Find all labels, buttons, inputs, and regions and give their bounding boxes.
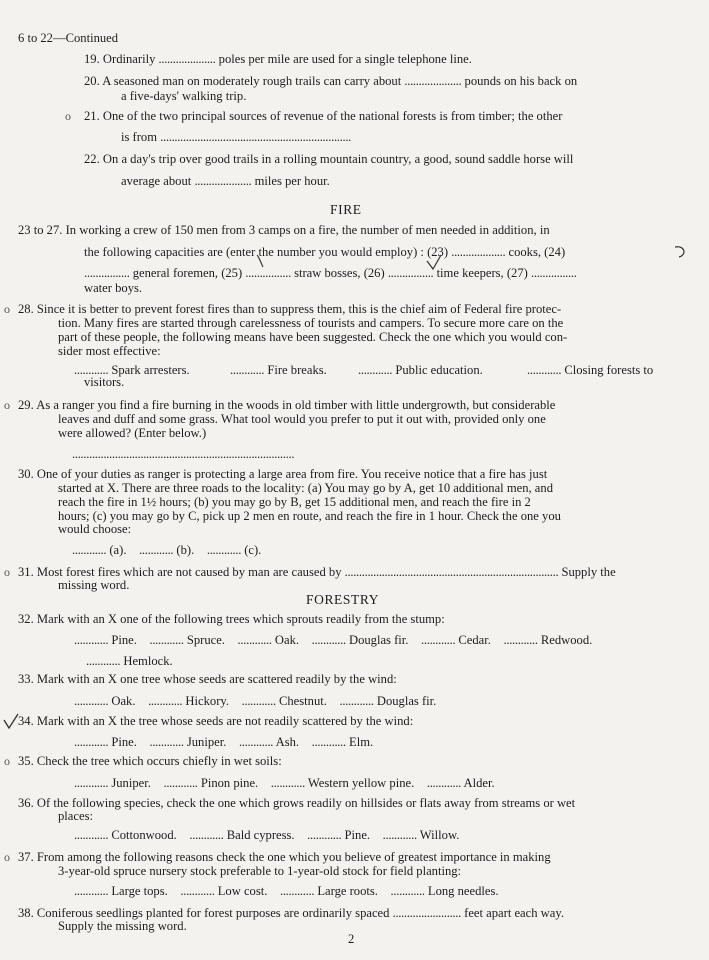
q33-option-oak: Oak. (111, 694, 136, 708)
q28-number: 28. (18, 302, 34, 316)
q37-option-low-cost: Low cost. (217, 884, 268, 898)
q32-blank-5[interactable]: ............ (421, 633, 456, 647)
q28-option-4-cont: visitors. (84, 375, 125, 389)
q30-blank-a[interactable]: ............ (72, 543, 107, 557)
q24-answer-blank[interactable]: ................ (84, 266, 130, 280)
q27-answer-blank[interactable]: ................ (531, 266, 577, 280)
q38-number: 38. (18, 906, 34, 920)
q34-option-elm: Elm. (349, 735, 374, 749)
q31-answer-blank[interactable]: ........................................................................... (344, 565, 559, 579)
question-32 (18, 612, 445, 627)
q35-line-1: Check the tree which occurs chiefly in wet soils: (36, 754, 282, 768)
q36-line-2: places: (58, 809, 93, 823)
q28-line-4: sider most effective: (58, 344, 161, 358)
q30-options (72, 543, 261, 558)
q30-line-3: reach the fire in 1½ hours; (b) you may go by B, get 15 additional men, and reach the fire in 2 (58, 495, 531, 509)
q35-option-western-yellow-pine: Western yellow pine. (307, 776, 415, 790)
q23-line-1: In working a crew of 150 men from 3 camps on a fire, the number of men needed in addition, in (65, 223, 550, 237)
question-37 (18, 850, 551, 865)
q35-blank-1[interactable]: ............ (74, 776, 109, 790)
q22-line-2 (121, 174, 330, 189)
q28-option-3-label: Public education. (395, 363, 483, 377)
q37-blank-1[interactable]: ............ (74, 884, 109, 898)
question-20 (84, 74, 577, 89)
question-36 (18, 796, 575, 811)
q28-option-2[interactable] (230, 363, 327, 378)
q28-line-3: part of these people, the following means have been suggested. Check the one which you would con- (58, 330, 568, 344)
q19-number: 19. (84, 52, 100, 66)
q23-answer-blank[interactable]: ................... (451, 245, 506, 259)
q36-option-willow: Willow. (419, 828, 460, 842)
q30-option-b: (b). (176, 543, 195, 557)
margin-circle-mark: o (65, 109, 71, 123)
q33-option-hickory: Hickory. (185, 694, 230, 708)
q30-line-1: One of your duties as ranger is protecting a large area from fire. You receive notice that a fire has just (36, 467, 548, 481)
q33-blank-3[interactable]: ............ (241, 694, 276, 708)
question-19 (84, 52, 472, 67)
q32-option-redwood: Redwood. (540, 633, 593, 647)
question-29 (18, 398, 555, 413)
q35-option-alder: Alder. (463, 776, 495, 790)
q35-option-pinon-pine: Pinon pine. (200, 776, 259, 790)
q32-option-cedar: Cedar. (458, 633, 491, 647)
q36-blank-3[interactable]: ............ (307, 828, 342, 842)
q36-line-1: Of the following species, check the one which grows readily on hillsides or flats away from streams or wet (36, 796, 576, 810)
q35-blank-2[interactable]: ............ (163, 776, 198, 790)
q34-option-ash: Ash. (275, 735, 300, 749)
q30-number: 30. (18, 467, 34, 481)
margin-circle-mark: o (4, 398, 10, 412)
q36-option-bald-cypress: Bald cypress. (226, 828, 295, 842)
questions-23-27 (18, 223, 550, 238)
q22-number: 22. (84, 152, 100, 166)
q23-text-2b: cooks, (24) (508, 245, 566, 259)
q36-blank-1[interactable]: ............ (74, 828, 109, 842)
q37-options (74, 884, 499, 899)
q20-number: 20. (84, 74, 100, 88)
q30-line-4: hours; (c) you may go by C, pick up 2 men en route, and reach the fire in 1 hour. Check the one you (58, 509, 561, 523)
q37-option-long-needles: Long needles. (427, 884, 499, 898)
q34-blank-3[interactable]: ............ (238, 735, 274, 749)
q32-blank-6[interactable]: ............ (503, 633, 538, 647)
q37-option-large-tops: Large tops. (111, 884, 168, 898)
q38-text-c: Supply the missing word. (58, 919, 187, 933)
q25-answer-blank[interactable]: ................ (245, 266, 291, 280)
question-30 (18, 467, 547, 482)
q37-number: 37. (18, 850, 34, 864)
q36-blank-4[interactable]: ............ (382, 828, 417, 842)
question-21 (84, 109, 562, 124)
q28-blank-3[interactable]: ............ (358, 363, 393, 377)
q29-line-3: were allowed? (Enter below.) (58, 426, 207, 440)
q36-option-cottonwood: Cottonwood. (111, 828, 177, 842)
q30-option-c: (c). (244, 543, 262, 557)
q28-option-3[interactable] (358, 363, 483, 378)
q28-option-4[interactable] (527, 363, 653, 378)
q31-number: 31. (18, 565, 34, 579)
q33-number: 33. (18, 672, 34, 686)
q20-text-b: pounds on his back on (464, 74, 578, 88)
q31-text-c: missing word. (58, 578, 130, 592)
q36-blank-2[interactable]: ............ (189, 828, 224, 842)
q28-blank-2[interactable]: ............ (230, 363, 265, 377)
q23-line-4: water boys. (84, 281, 143, 295)
q28-option-2-label: Fire breaks. (267, 363, 327, 377)
question-22 (84, 152, 573, 167)
q21-text-b: is from (121, 130, 158, 144)
q37-blank-4[interactable]: ............ (390, 884, 425, 898)
q34-option-juniper: Juniper. (186, 735, 227, 749)
q37-line-2: 3-year-old spruce nursery stock preferable to 1-year-old stock for field planting: (58, 864, 462, 878)
q22-text-c: miles per hour. (254, 174, 330, 188)
pen-check-marks (255, 245, 709, 285)
q36-option-pine: Pine. (344, 828, 371, 842)
q32-blank-1[interactable]: ............ (74, 633, 109, 647)
q32-options-2 (86, 654, 173, 669)
q28-blank-4[interactable]: ............ (527, 363, 562, 377)
q35-blank-3[interactable]: ............ (270, 776, 305, 790)
q33-option-chestnut: Chestnut. (278, 694, 327, 708)
margin-circle-mark: o (4, 565, 10, 579)
q29-line-2: leaves and duff and some grass. What tool would you prefer to put it out with, provided only one (58, 412, 546, 426)
margin-circle-mark: o (4, 754, 10, 768)
q19-text-a: Ordinarily (102, 52, 156, 66)
q20-text-c: a five-days' walking trip. (121, 89, 247, 103)
q30-blank-c[interactable]: ............ (206, 543, 242, 557)
q32-line-1: Mark with an X one of the following trees which sprouts readily from the stump: (36, 612, 445, 626)
q28-blank-1[interactable]: ............ (74, 363, 109, 377)
q22-answer-blank[interactable]: .................... (194, 174, 252, 188)
q34-line-1: Mark with an X the tree whose seeds are not readily scattered by the wind: (36, 714, 414, 728)
q33-blank-1[interactable]: ............ (74, 694, 109, 708)
q32-blank-3[interactable]: ............ (237, 633, 272, 647)
q35-blank-4[interactable]: ............ (426, 776, 462, 790)
q23-number: 23 to 27. (18, 223, 63, 237)
margin-circle-mark: o (4, 302, 10, 316)
q35-number: 35. (18, 754, 34, 768)
q34-option-pine: Pine. (111, 735, 137, 749)
q29-line-1: As a ranger you find a fire burning in the woods in old timber with little undergrowth, but considerable (36, 398, 556, 412)
q33-blank-2[interactable]: ............ (148, 694, 183, 708)
fire-section-heading: FIRE (330, 202, 362, 217)
q21-text-a: One of the two principal sources of revenue of the national forests is from timber; the other (102, 109, 563, 123)
q32-blank-2[interactable]: ............ (149, 633, 184, 647)
q30-line-5: would choose: (58, 522, 132, 536)
q32-option-douglas-fir: Douglas fir. (348, 633, 409, 647)
q32-option-spruce: Spruce. (186, 633, 225, 647)
q19-text-b: poles per mile are used for a single telephone line. (218, 52, 472, 66)
q34-number: 34. (18, 714, 34, 728)
q19-answer-blank[interactable]: .................... (158, 52, 216, 66)
q23-text-2a: the following capacities are (enter the number you would employ) : (23) (84, 245, 449, 259)
q26-answer-blank[interactable]: ................ (387, 266, 434, 280)
q23-text-3b: straw bosses, (26) (294, 266, 385, 280)
q29-answer-blank[interactable]: .............................................................................. (72, 447, 295, 461)
q23-text-3c: time keepers, (27) (436, 266, 528, 280)
q20-answer-blank[interactable]: .................... (404, 74, 462, 88)
q38-answer-blank[interactable]: ........................ (392, 906, 461, 920)
q29-number: 29. (18, 398, 34, 412)
q37-blank-2[interactable]: ............ (180, 884, 215, 898)
q32-blank-7[interactable]: ............ (86, 654, 121, 668)
q21-number: 21. (84, 109, 100, 123)
forestry-section-heading: FORESTRY (306, 592, 380, 607)
q20-text-a: A seasoned man on moderately rough trails can carry about (102, 74, 402, 88)
q33-blank-4[interactable]: ............ (339, 694, 374, 708)
question-34 (18, 714, 413, 729)
question-28 (18, 302, 561, 317)
q34-options (74, 735, 373, 750)
q28-option-4-label: Closing forests to (564, 363, 654, 377)
q34-blank-4[interactable]: ............ (311, 735, 346, 749)
q33-option-douglas-fir: Douglas fir. (376, 694, 437, 708)
q30-line-2: started at X. There are three roads to the locality: (a) You may go by A, get 10 additional men, and (58, 481, 553, 495)
page-number: 2 (348, 932, 355, 946)
question-35 (18, 754, 282, 769)
q32-option-pine: Pine. (111, 633, 137, 647)
q31-text-a: Most forest fires which are not caused by man are caused by (36, 565, 342, 579)
q28-line-2: tion. Many fires are started through carelessness of tourists and campers. To secure more care on the (58, 316, 564, 330)
q33-options (74, 694, 436, 709)
q32-option-hemlock: Hemlock. (123, 654, 173, 668)
q32-blank-4[interactable]: ............ (311, 633, 346, 647)
question-33 (18, 672, 397, 687)
q35-option-juniper: Juniper. (111, 776, 151, 790)
q36-options (74, 828, 459, 843)
q22-text-b: average about (121, 174, 192, 188)
q28-line-1: Since it is better to prevent forest fires than to suppress them, this is the chief aim of Federal fire protec- (36, 302, 562, 316)
q34-blank-2[interactable]: ............ (149, 735, 184, 749)
q32-options (74, 633, 592, 648)
q32-number: 32. (18, 612, 34, 626)
q23-text-3a: general foremen, (25) (132, 266, 243, 280)
q36-number: 36. (18, 796, 34, 810)
q38-text-a: Coniferous seedlings planted for forest purposes are ordinarily spaced (36, 906, 390, 920)
q21-line-2 (121, 130, 351, 145)
q37-option-large-roots: Large roots. (317, 884, 378, 898)
q22-text-a: On a day's trip over good trails in a rolling mountain country, a good, sound saddle horse will (102, 152, 574, 166)
q38-text-b: feet apart each way. (464, 906, 564, 920)
q31-text-b: Supply the (561, 565, 616, 579)
q30-blank-b[interactable]: ............ (139, 543, 174, 557)
q37-blank-3[interactable]: ............ (279, 884, 315, 898)
q37-line-1: From among the following reasons check the one which you believe of greatest importance in making (36, 850, 551, 864)
q28-option-1-label: Spark arresters. (111, 363, 190, 377)
q30-option-a: (a). (109, 543, 127, 557)
q32-option-oak: Oak. (274, 633, 300, 647)
q33-line-1: Mark with an X one tree whose seeds are scattered readily by the wind: (36, 672, 397, 686)
q35-options (74, 776, 495, 791)
margin-circle-mark: o (4, 850, 10, 864)
q21-answer-blank[interactable]: ................................................................... (160, 130, 352, 144)
q34-blank-1[interactable]: ............ (74, 735, 109, 749)
continued-label: 6 to 22—Continued (18, 31, 119, 45)
